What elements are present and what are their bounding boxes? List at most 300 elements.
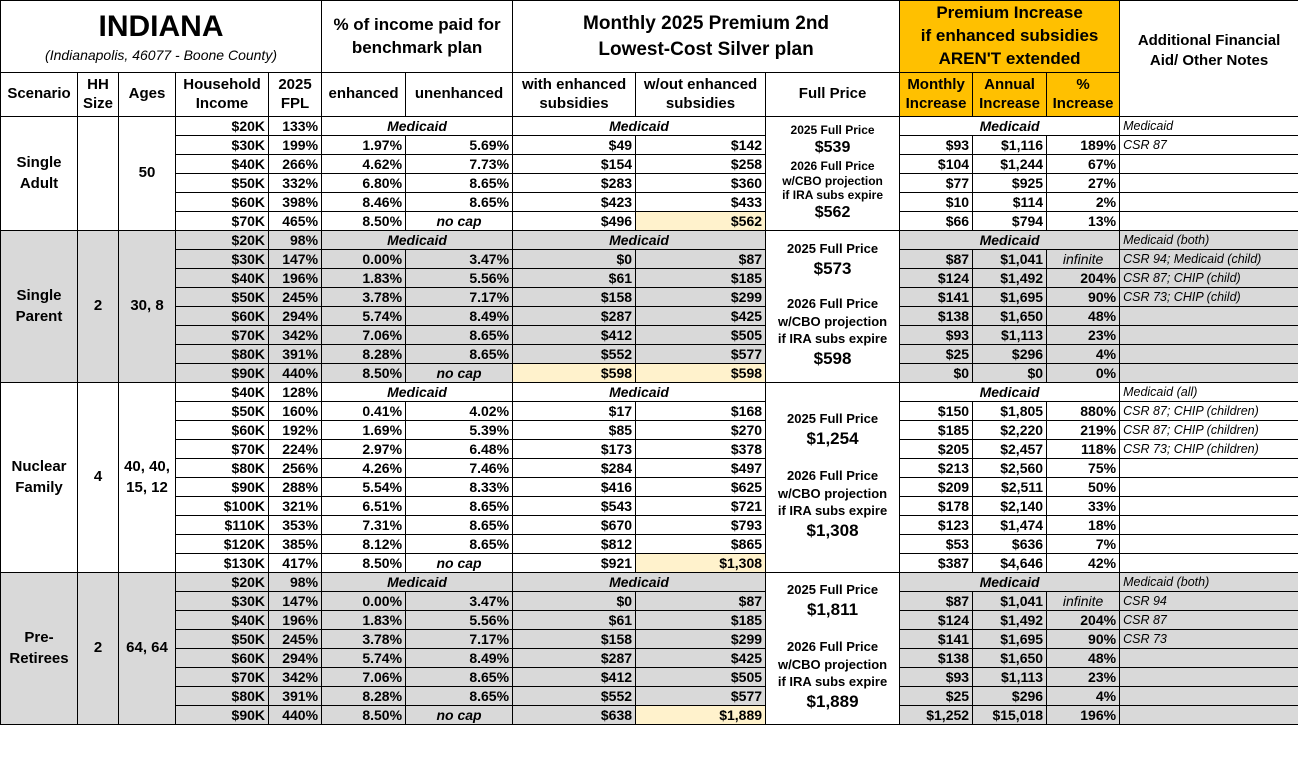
enhanced-pct-cell: 7.06% [322,326,406,345]
without-enhanced-cell: $425 [636,649,766,668]
annual-increase-cell: $1,041 [973,250,1047,269]
table-row [1,212,1298,231]
state-location: (Indianapolis, 46077 - Boone County) [45,46,277,63]
increase-header [900,1,1120,73]
without-enhanced-cell: $185 [636,269,766,288]
unenhanced-pct-cell: 8.49% [406,649,513,668]
monthly-increase-cell: $25 [900,345,973,364]
without-enhanced-cell: $425 [636,307,766,326]
pct-increase-cell: 67% [1047,155,1120,174]
pct-increase-cell: 4% [1047,345,1120,364]
income-cell: $40K [176,611,269,630]
annual-increase-cell: $1,041 [973,592,1047,611]
col-annual-increase: Annual Increase [973,73,1047,117]
income-cell: $80K [176,459,269,478]
income-cell: $60K [176,193,269,212]
note-cell [1120,212,1298,231]
fpl-cell: 192% [269,421,322,440]
with-enhanced-cell: $61 [513,611,636,630]
note-cell [1120,535,1298,554]
full-price-2025-label: 2025 Full Price [790,122,875,137]
pct-increase-cell: 75% [1047,459,1120,478]
col-unenhanced: unenhanced [406,73,513,117]
pct-increase-cell: 880% [1047,402,1120,421]
note-cell [1120,706,1298,725]
annual-increase-cell: $1,113 [973,668,1047,687]
fpl-cell: 266% [269,155,322,174]
table-row [1,459,1298,478]
with-enhanced-cell: $61 [513,269,636,288]
note-cell: CSR 73; CHIP (child) [1120,288,1298,307]
unenhanced-pct-cell: 8.65% [406,687,513,706]
col-pct-increase: % Increase [1047,73,1120,117]
ages: 30, 8 [119,231,176,383]
income-cell: $50K [176,288,269,307]
full-price-2026-label: 2026 Full Price [787,638,879,654]
unenhanced-pct-cell: 8.65% [406,193,513,212]
note-cell [1120,345,1298,364]
monthly-increase-cell: $141 [900,288,973,307]
income-cell: $90K [176,364,269,383]
pct-increase-cell: 48% [1047,307,1120,326]
monthly-increase-cell: $138 [900,649,973,668]
enhanced-pct-cell: 0.00% [322,592,406,611]
monthly-increase-cell: $150 [900,402,973,421]
income-cell: $110K [176,516,269,535]
full-price-2026-label: 2026 Full Price [787,467,879,483]
with-enhanced-cell: $158 [513,630,636,649]
monthly-increase-cell: $123 [900,516,973,535]
full-price-2025-value: $1,254 [806,428,859,448]
increase-header-line2: if enhanced subsidies [920,26,1099,46]
fpl-cell: 196% [269,269,322,288]
monthly-increase-cell: $53 [900,535,973,554]
with-enhanced-cell: $552 [513,687,636,706]
unenhanced-pct-cell: 8.65% [406,345,513,364]
table-row [1,326,1298,345]
note-cell: CSR 87 [1120,136,1298,155]
income-cell: $50K [176,174,269,193]
scenario-name: Single Adult [1,117,78,231]
full-price-2025-value: $539 [814,139,851,157]
unenhanced-pct-cell: 8.65% [406,497,513,516]
pct-increase-cell: 13% [1047,212,1120,231]
without-enhanced-cell: $793 [636,516,766,535]
note-cell: CSR 87; CHIP (children) [1120,421,1298,440]
without-enhanced-cell: $360 [636,174,766,193]
income-cell: $30K [176,592,269,611]
note-cell: CSR 94 [1120,592,1298,611]
enhanced-pct-cell: 0.00% [322,250,406,269]
table-row [1,573,1298,592]
unenhanced-pct-cell: 7.73% [406,155,513,174]
annual-increase-cell: $1,695 [973,288,1047,307]
pct-increase-cell: 27% [1047,174,1120,193]
monthly-increase-cell: $205 [900,440,973,459]
income-cell: $60K [176,421,269,440]
medicaid-cell: Medicaid [513,573,766,592]
annual-increase-cell: $1,650 [973,307,1047,326]
full-price-2026-value: $1,889 [806,691,859,711]
medicaid-cell: Medicaid [900,117,1120,136]
full-price-cell [766,573,900,725]
note-cell [1120,649,1298,668]
pct-increase-cell: 204% [1047,269,1120,288]
annual-increase-cell: $636 [973,535,1047,554]
without-enhanced-cell: $87 [636,592,766,611]
medicaid-cell: Medicaid [322,117,513,136]
monthly-increase-cell: $387 [900,554,973,573]
enhanced-pct-cell: 6.80% [322,174,406,193]
fpl-cell: 417% [269,554,322,573]
without-enhanced-cell: $1,889 [636,706,766,725]
without-enhanced-cell: $497 [636,459,766,478]
fpl-cell: 391% [269,345,322,364]
monthly-increase-cell: $178 [900,497,973,516]
note-cell [1120,364,1298,383]
enhanced-pct-cell: 7.31% [322,516,406,535]
enhanced-pct-cell: 8.12% [322,535,406,554]
ages: 50 [119,117,176,231]
table-row [1,402,1298,421]
income-cell: $90K [176,706,269,725]
full-price-2026-ira: if IRA subs expire [782,187,883,202]
pct-increase-cell: 7% [1047,535,1120,554]
without-enhanced-cell: $505 [636,668,766,687]
scenario-name: Pre-Retirees [1,573,78,725]
unenhanced-pct-cell: 4.02% [406,402,513,421]
with-enhanced-cell: $412 [513,668,636,687]
with-enhanced-cell: $287 [513,649,636,668]
with-enhanced-cell: $496 [513,212,636,231]
unenhanced-pct-cell: 5.69% [406,136,513,155]
pct-increase-cell: 23% [1047,326,1120,345]
annual-increase-cell: $2,140 [973,497,1047,516]
annual-increase-cell: $15,018 [973,706,1047,725]
table-row [1,630,1298,649]
monthly-increase-cell: $0 [900,364,973,383]
fpl-cell: 385% [269,535,322,554]
medicaid-cell: Medicaid [513,383,766,402]
with-enhanced-cell: $284 [513,459,636,478]
fpl-cell: 440% [269,364,322,383]
income-cell: $80K [176,687,269,706]
fpl-cell: 321% [269,497,322,516]
enhanced-pct-cell: 8.50% [322,706,406,725]
unenhanced-pct-cell: 8.65% [406,174,513,193]
fpl-cell: 199% [269,136,322,155]
full-price-2025-label: 2025 Full Price [787,241,879,257]
table-row [1,383,1298,402]
enhanced-pct-cell: 4.26% [322,459,406,478]
with-enhanced-cell: $49 [513,136,636,155]
fpl-cell: 294% [269,649,322,668]
table-row [1,421,1298,440]
ages: 40, 40, 15, 12 [119,383,176,573]
enhanced-pct-cell: 3.78% [322,630,406,649]
without-enhanced-cell: $865 [636,535,766,554]
col-income: Household Income [176,73,269,117]
fpl-cell: 224% [269,440,322,459]
without-enhanced-cell: $299 [636,288,766,307]
full-price-2026-label: 2026 Full Price [787,295,879,311]
col-with-enhanced: with enhanced subsidies [513,73,636,117]
unenhanced-pct-cell: no cap [406,364,513,383]
fpl-cell: 147% [269,592,322,611]
without-enhanced-cell: $625 [636,478,766,497]
annual-increase-cell: $296 [973,687,1047,706]
unenhanced-pct-cell: 8.65% [406,516,513,535]
without-enhanced-cell: $168 [636,402,766,421]
enhanced-pct-cell: 2.97% [322,440,406,459]
with-enhanced-cell: $17 [513,402,636,421]
monthly-increase-cell: $77 [900,174,973,193]
monthly-increase-cell: $124 [900,269,973,288]
table-row [1,649,1298,668]
with-enhanced-cell: $812 [513,535,636,554]
note-cell [1120,459,1298,478]
monthly-increase-cell: $1,252 [900,706,973,725]
full-price-2026-value: $598 [813,348,852,368]
full-price-2026-ira: if IRA subs expire [777,674,888,690]
fpl-cell: 294% [269,307,322,326]
fpl-cell: 288% [269,478,322,497]
pct-increase-cell: 50% [1047,478,1120,497]
medicaid-cell: Medicaid [513,231,766,250]
pct-increase-cell: 204% [1047,611,1120,630]
fpl-cell: 98% [269,231,322,250]
note-cell [1120,478,1298,497]
pct-increase-cell: 23% [1047,668,1120,687]
without-enhanced-cell: $505 [636,326,766,345]
table-row [1,174,1298,193]
pct-increase-cell: 2% [1047,193,1120,212]
without-enhanced-cell: $378 [636,440,766,459]
table-row [1,440,1298,459]
fpl-cell: 128% [269,383,322,402]
enhanced-pct-cell: 3.78% [322,288,406,307]
pct-increase-cell: 33% [1047,497,1120,516]
note-cell [1120,497,1298,516]
annual-increase-cell: $1,474 [973,516,1047,535]
monthly-increase-cell: $104 [900,155,973,174]
full-price-2026-label: 2026 Full Price [790,159,875,174]
unenhanced-pct-cell: no cap [406,554,513,573]
full-price-2026-cbo: w/CBO projection [778,656,888,672]
fpl-cell: 196% [269,611,322,630]
with-enhanced-cell: $543 [513,497,636,516]
annual-increase-cell: $2,511 [973,478,1047,497]
unenhanced-pct-cell: 8.65% [406,326,513,345]
pct-increase-cell: infinite [1047,592,1120,611]
unenhanced-pct-cell: 5.39% [406,421,513,440]
full-price-2026-ira: if IRA subs expire [777,331,888,347]
with-enhanced-cell: $287 [513,307,636,326]
scenario-name: Single Parent [1,231,78,383]
income-cell: $40K [176,383,269,402]
table-row [1,516,1298,535]
income-cell: $70K [176,440,269,459]
unenhanced-pct-cell: 5.56% [406,611,513,630]
annual-increase-cell: $2,220 [973,421,1047,440]
note-cell: Medicaid [1120,117,1298,136]
unenhanced-pct-cell: 6.48% [406,440,513,459]
income-cell: $30K [176,136,269,155]
table-row [1,592,1298,611]
unenhanced-pct-cell: 7.17% [406,288,513,307]
full-price-cell [766,117,900,231]
unenhanced-pct-cell: 8.49% [406,307,513,326]
with-enhanced-cell: $173 [513,440,636,459]
table-row [1,706,1298,725]
table-row [1,345,1298,364]
monthly-increase-cell: $124 [900,611,973,630]
monthly-increase-cell: $25 [900,687,973,706]
pct-increase-cell: 118% [1047,440,1120,459]
enhanced-pct-cell: 5.74% [322,649,406,668]
enhanced-pct-cell: 1.69% [322,421,406,440]
without-enhanced-cell: $185 [636,611,766,630]
fpl-cell: 353% [269,516,322,535]
without-enhanced-cell: $270 [636,421,766,440]
fpl-cell: 133% [269,117,322,136]
annual-increase-cell: $296 [973,345,1047,364]
ages: 64, 64 [119,573,176,725]
full-price-2026-value: $562 [814,204,851,222]
full-price-2026-cbo: w/CBO projection [782,173,883,188]
note-cell: CSR 87; CHIP (child) [1120,269,1298,288]
full-price-2025-value: $1,811 [807,599,859,619]
medicaid-cell: Medicaid [900,383,1120,402]
income-cell: $120K [176,535,269,554]
fpl-cell: 160% [269,402,322,421]
annual-increase-cell: $1,492 [973,611,1047,630]
state-title: INDIANA [98,9,224,43]
full-price-2026-ira: if IRA subs expire [777,503,888,519]
income-cell: $80K [176,345,269,364]
income-cell: $90K [176,478,269,497]
table-row [1,478,1298,497]
enhanced-pct-cell: 8.50% [322,554,406,573]
annual-increase-cell: $1,244 [973,155,1047,174]
enhanced-pct-cell: 7.06% [322,668,406,687]
table-row [1,269,1298,288]
monthly-increase-cell: $93 [900,326,973,345]
without-enhanced-cell: $598 [636,364,766,383]
unenhanced-pct-cell: 5.56% [406,269,513,288]
full-price-cell [766,231,900,383]
with-enhanced-cell: $638 [513,706,636,725]
monthly-increase-cell: $185 [900,421,973,440]
col-scenario: Scenario [1,73,78,117]
full-price-cell [766,383,900,573]
hh-size [78,117,119,231]
note-cell [1120,174,1298,193]
hh-size: 4 [78,383,119,573]
annual-increase-cell: $1,492 [973,269,1047,288]
pct-income-header: % of income paid for benchmark plan [322,1,513,73]
state-header [1,1,322,73]
pct-increase-cell: 90% [1047,630,1120,649]
without-enhanced-cell: $577 [636,345,766,364]
with-enhanced-cell: $283 [513,174,636,193]
unenhanced-pct-cell: no cap [406,706,513,725]
table-row [1,687,1298,706]
monthly-increase-cell: $87 [900,250,973,269]
without-enhanced-cell: $721 [636,497,766,516]
enhanced-pct-cell: 8.50% [322,364,406,383]
col-without-enhanced: w/out enhanced subsidies [636,73,766,117]
pct-increase-cell: 219% [1047,421,1120,440]
unenhanced-pct-cell: no cap [406,212,513,231]
with-enhanced-cell: $552 [513,345,636,364]
income-cell: $30K [176,250,269,269]
pct-increase-cell: 189% [1047,136,1120,155]
hh-size: 2 [78,573,119,725]
income-cell: $70K [176,668,269,687]
annual-increase-cell: $2,457 [973,440,1047,459]
annual-increase-cell: $1,113 [973,326,1047,345]
monthly-increase-cell: $66 [900,212,973,231]
monthly-increase-cell: $10 [900,193,973,212]
note-cell [1120,687,1298,706]
income-cell: $100K [176,497,269,516]
medicaid-cell: Medicaid [900,231,1120,250]
fpl-cell: 465% [269,212,322,231]
fpl-cell: 440% [269,706,322,725]
income-cell: $60K [176,649,269,668]
scenario-name: Nuclear Family [1,383,78,573]
table-row [1,535,1298,554]
monthly-premium-header: Monthly 2025 Premium 2nd Lowest-Cost Silver plan [513,1,900,73]
note-cell: CSR 94; Medicaid (child) [1120,250,1298,269]
fpl-cell: 342% [269,326,322,345]
annual-increase-cell: $794 [973,212,1047,231]
monthly-increase-cell: $209 [900,478,973,497]
without-enhanced-cell: $299 [636,630,766,649]
increase-header-line1: Premium Increase [936,3,1083,23]
unenhanced-pct-cell: 8.65% [406,668,513,687]
increase-header-line3: AREN'T extended [938,48,1081,68]
full-price-2026-cbo: w/CBO projection [778,313,888,329]
enhanced-pct-cell: 5.54% [322,478,406,497]
fpl-cell: 342% [269,668,322,687]
pct-increase-cell: infinite [1047,250,1120,269]
without-enhanced-cell: $258 [636,155,766,174]
enhanced-pct-cell: 8.46% [322,193,406,212]
enhanced-pct-cell: 1.97% [322,136,406,155]
table-row [1,668,1298,687]
fpl-cell: 245% [269,630,322,649]
note-cell [1120,193,1298,212]
notes-header: Additional Financial Aid/ Other Notes [1120,1,1298,117]
annual-increase-cell: $1,650 [973,649,1047,668]
note-cell [1120,307,1298,326]
pct-increase-cell: 0% [1047,364,1120,383]
table-row [1,193,1298,212]
enhanced-pct-cell: 1.83% [322,611,406,630]
note-cell [1120,554,1298,573]
monthly-increase-cell: $213 [900,459,973,478]
note-cell [1120,668,1298,687]
col-full-price: Full Price [766,73,900,117]
with-enhanced-cell: $85 [513,421,636,440]
col-fpl: 2025 FPL [269,73,322,117]
with-enhanced-cell: $412 [513,326,636,345]
enhanced-pct-cell: 0.41% [322,402,406,421]
note-cell: CSR 73; CHIP (children) [1120,440,1298,459]
annual-increase-cell: $114 [973,193,1047,212]
